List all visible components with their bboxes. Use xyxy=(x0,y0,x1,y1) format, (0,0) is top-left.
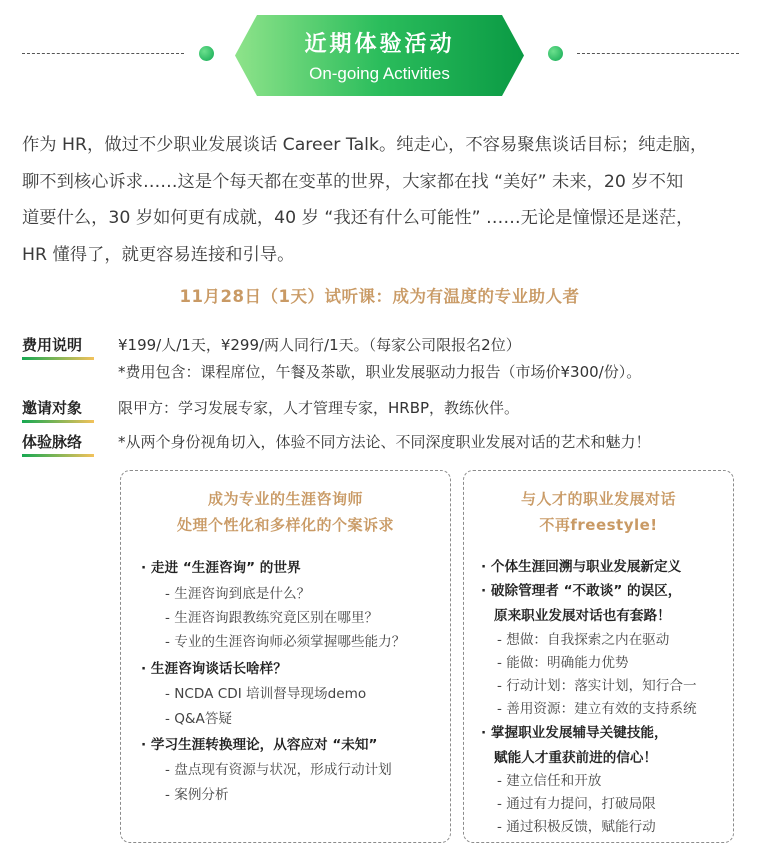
left-item: · 生涯咨询谈话长啥样？ xyxy=(141,661,287,677)
right-item: - 能做：明确能力优势 xyxy=(497,655,629,671)
right-box-title-1: 与人才的职业发展对话 xyxy=(520,490,676,508)
audience-label: 邀请对象 xyxy=(22,399,83,417)
left-course-box xyxy=(120,470,451,843)
right-item: · 掌握职业发展辅导关键技能， xyxy=(481,725,668,741)
left-item: - NCDA CDI 培训督导现场demo xyxy=(165,686,367,702)
left-item: - 专业的生涯咨询师必须掌握哪些能力？ xyxy=(165,634,406,650)
right-item: · 个体生涯回溯与职业发展新定义 xyxy=(481,559,682,575)
intro-line: 道要什么，30 岁如何更有成就，40 岁 “我还有什么可能性” ……无论是憧憬还是迷茫， xyxy=(22,208,694,228)
intro-line: 聊不到核心诉求……这是个每天都在变革的世界，大家都在找 “美好” 未来，20 岁不知 xyxy=(22,171,684,192)
fee-label: 费用说明 xyxy=(22,336,83,354)
intro-line: HR 懂得了，就更容易连接和引导。 xyxy=(22,244,295,265)
context-text: *从两个身份视角切入，体验不同方法论、不同深度职业发展对话的艺术和魅力！ xyxy=(118,433,651,451)
fee-label-underline xyxy=(22,357,94,360)
right-item: 原来职业发展对话也有套路！ xyxy=(494,608,671,624)
header-banner xyxy=(0,0,759,110)
left-item: · 走进 “生涯咨询” 的世界 xyxy=(141,560,301,576)
audience-label-underline xyxy=(22,420,94,423)
right-item: - 行动计划：落实计划，知行合一 xyxy=(497,678,697,694)
right-item: - 想做：自我探索之内在驱动 xyxy=(497,632,670,648)
left-box-title-2: 处理个性化和多样化的个案诉求 xyxy=(176,516,394,534)
right-item: - 通过有力提问，打破局限 xyxy=(497,796,656,812)
right-dashed-line xyxy=(577,53,739,54)
intro-paragraph xyxy=(22,127,742,273)
audience-text: 限甲方：学习发展专家，人才管理专家，HRBP，教练伙伴。 xyxy=(118,399,520,417)
left-item: - Q&A答疑 xyxy=(165,711,233,727)
intro-line: 作为 HR，做过不少职业发展谈话 Career Talk。纯走心，不容易聚焦谈话目标；纯走脑， xyxy=(22,135,708,155)
banner-subtitle: On-going Activities xyxy=(309,64,450,83)
right-item: - 通过积极反馈，赋能行动 xyxy=(497,819,656,835)
course-title: 11月28日（1天）试听课：成为有温度的专业助人者 xyxy=(179,287,580,306)
context-label: 体验脉络 xyxy=(22,433,83,451)
context-label-underline xyxy=(22,454,94,457)
right-item: - 善用资源：建立有效的支持系统 xyxy=(497,701,697,717)
left-item: - 案例分析 xyxy=(165,787,229,803)
right-item: - 建立信任和开放 xyxy=(497,773,602,789)
right-green-dot xyxy=(548,46,563,61)
right-item: · 破除管理者 “不敢谈” 的误区， xyxy=(481,583,682,599)
left-item: - 生涯咨询跟教练究竟区别在哪里？ xyxy=(165,610,379,626)
left-item: - 生涯咨询到底是什么？ xyxy=(165,586,311,602)
right-box-title-2: 不再freestyle! xyxy=(539,516,658,534)
right-item: 赋能人才重获前进的信心！ xyxy=(494,750,658,766)
left-box-title-1: 成为专业的生涯咨询师 xyxy=(207,490,363,508)
fee-line-2: *费用包含：课程席位，午餐及茶歇，职业发展驱动力报告（市场价¥300/份）。 xyxy=(118,363,642,381)
left-item: - 盘点现有资源与状况，形成行动计划 xyxy=(165,762,392,778)
fee-line-1: ¥199/人/1天，¥299/两人同行/1天。（每家公司限报名2位） xyxy=(118,336,521,354)
banner-hexagon xyxy=(235,15,524,96)
left-dashed-line xyxy=(22,53,184,54)
left-green-dot xyxy=(199,46,214,61)
right-course-box xyxy=(463,470,734,843)
left-item: · 学习生涯转换理论，从容应对 “未知” xyxy=(141,737,378,753)
banner-title: 近期体验活动 xyxy=(304,32,455,57)
